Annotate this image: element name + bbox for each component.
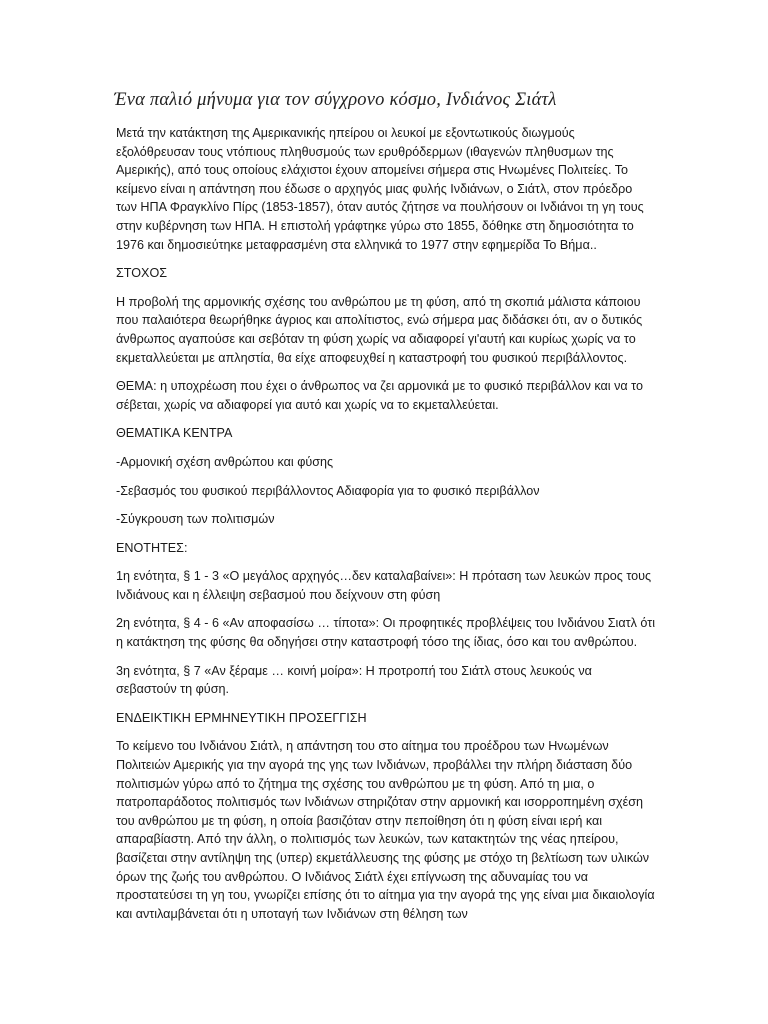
center-item: -Σύγκρουση των πολιτισμών — [116, 512, 275, 527]
unit-item: 1η ενότητα, § 1 - 3 «Ο μεγάλος αρχηγός…δεν καταλαβαίνει»: Η πρόταση των λευκών προς τους Ινδιάνους και η έλλειψη σεβασμού που δείχνουν στη φύση — [116, 569, 652, 602]
intro-paragraph: Μετά την κατάκτηση της Αμερικανικής ηπείρου οι λευκοί με εξοντωτικούς διωγμούς εξολόθρευσαν τους ντόπιους πληθυσμούς των ερυθρόδερμων (ιθαγενών πληθυσμων της Αμερικής), από τους οποίους ελάχιστοι έχουν απομείνει σήμερα στις Ηνωμένες Πολιτείες. Το κείμενο είναι η απάντηση που έδωσε ο αρχηγός μιας φυλής Ινδιάνων, ο Σιάτλ, στον πρόεδρο των ΗΠΑ Φραγκλίνο Πίρς (1853-1857), όταν αυτός ζήτησε να πουλήσουν οι Ινδιάνοι τη γη τους στην κυβέρνηση των ΗΠΑ. Η επιστολή γράφτηκε γύρω στο 1855, δόθηκε στη δημοσιότητα το 1976 και δημοσιεύτηκε μεταφρασμένη στα ελληνικά το 1977 στην εφημερίδα Το Βήμα.. — [116, 126, 644, 252]
approach-paragraph: Το κείμενο του Ινδιάνου Σιάτλ, η απάντηση του στο αίτημα του προέδρου των Ηνωμένων Πολιτειών Αμερικής για την αγορά της γης των Ινδιάνων, προβάλλει την πλήρη διάσταση δύο πολιτισμών γύρω από το ζήτημα της σχέσης του ανθρώπου με τη φύση. Από τη μια, ο πατροπαράδοτος πολιτισμός των Ινδιάνων στηριζόταν στην αρμονική και ισορροπημένη σχέση του ανθρώπου με τη φύση, η οποία βασιζόταν στην πεποίθηση ότι η φύση είναι ιερή και απαραβίαστη. Από την άλλη, ο πολιτισμός των λευκών, των κατακτητών της νέας ηπείρου, βασίζεται στην αντίληψη της (υπερ) εκμετάλλευσης της φύσης με στόχο τη βελτίωση των υλικών όρων της ζωής του ανθρώπου. Ο Ινδιάνος Σιάτλ έχει επίγνωση της αδυναμίας του να προστατεύσει τη γη του, γνωρίζει επίσης ότι το αίτημα για την αγορά της γης είναι μια δικαιολογία και αντιλαμβάνεται ότι η υποταγή των Ινδιάνων στη θέληση των — [116, 739, 655, 921]
center-item: -Αρμονική σχέση ανθρώπου και φύσης — [116, 454, 334, 469]
document-page — [116, 88, 656, 933]
theme-paragraph: ΘΕΜΑ: η υποχρέωση που έχει ο άνθρωπος να ζει αρμονικά με το φυσικό περιβάλλον και να το σέβεται, χωρίς να αδιαφορεί για αυτό και χωρίς να το εκμεταλλεύεται. — [116, 379, 643, 412]
centers-heading: ΘΕΜΑΤΙΚΑ ΚΕΝΤΡΑ — [116, 426, 233, 441]
unit-item: 3η ενότητα, § 7 «Αν ξέραμε … κοινή μοίρα»: Η προτροπή του Σιάτλ στους λευκούς να σεβαστούν τη φύση. — [116, 663, 592, 697]
unit-item: 2η ενότητα, § 4 - 6 «Αν αποφασίσω … τίποτα»: Οι προφητικές προβλέψεις του Ινδιάνου Σιατλ ότι η κατάκτηση της φύσης θα οδηγήσει στην καταστροφή τόσο της ίδιας, όσο και του ανθρώπου. — [116, 616, 656, 650]
document-title: Ένα παλιό μήνυμα για τον σύγχρονο κόσμο, Ινδιάνος Σιάτλ — [114, 90, 557, 110]
center-item: -Σεβασμός του φυσικού περιβάλλοντος Αδιαφορία για το φυσικό περιβάλλον — [116, 483, 540, 498]
goal-paragraph: Η προβολή της αρμονικής σχέσης του ανθρώπου με τη φύση, από τη σκοπιά μάλιστα κάποιου που παλαιότερα θεωρήθηκε άγριος και απολίτιστος, ενώ σήμερα μας διδάσκει ότι, αν ο δυτικός άνθρωπος αγαπούσε και σεβόταν τη φύση χωρίς να αδιαφορεί γι'αυτή και κυρίως χωρίς να το εκμεταλλεύεται με απληστία, θα είχε αποφευχθεί η καταστροφή του φυσικού περιβάλλοντος. — [116, 294, 643, 365]
approach-heading: ΕΝΔΕΙΚΤΙΚΗ ΕΡΜΗΝΕΥΤΙΚΗ ΠΡΟΣΕΓΓΙΣΗ — [116, 710, 367, 725]
units-heading: ΕΝΟΤΗΤΕΣ: — [116, 540, 188, 555]
goal-heading: ΣΤΟΧΟΣ — [116, 266, 168, 281]
